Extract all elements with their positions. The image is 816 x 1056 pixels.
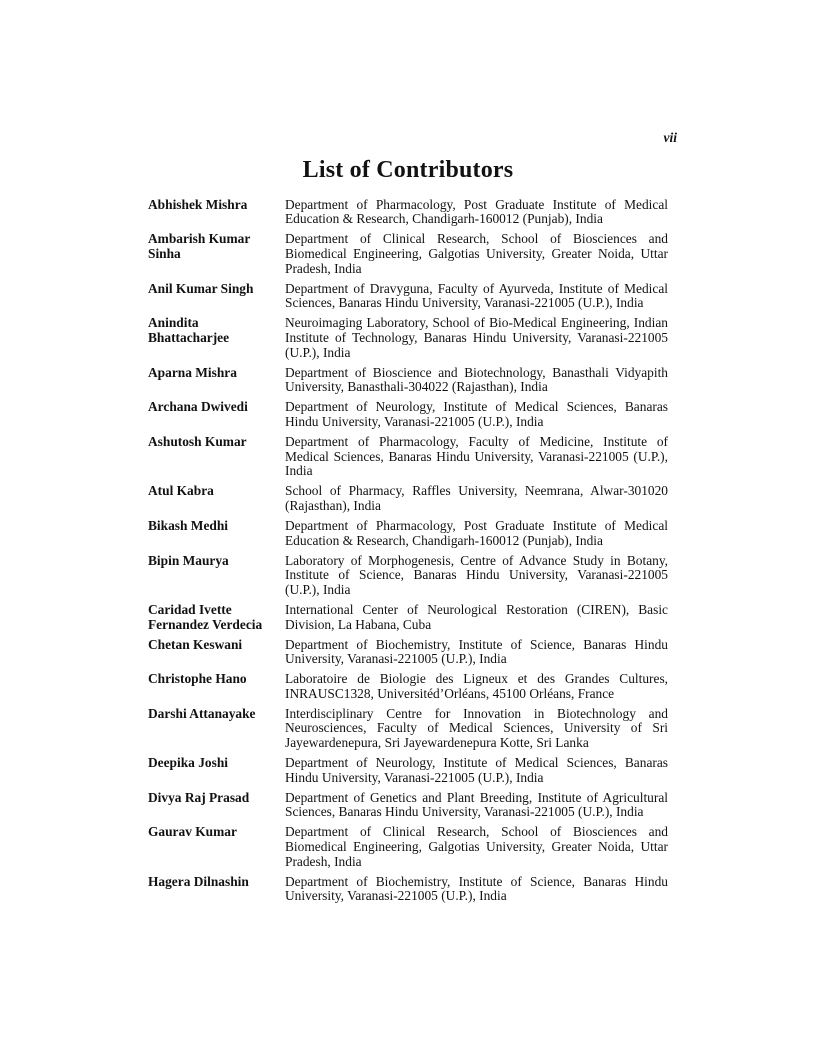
contributor-entry xyxy=(148,400,668,429)
contributor-name: Aparna Mishra xyxy=(148,364,237,380)
contributor-entry xyxy=(148,707,668,751)
contributor-affiliation: International Center of Neurological Restoration (CIREN), Basic Division, La Habana, Cuba xyxy=(285,601,668,632)
contributor-entry xyxy=(148,791,668,820)
contributor-affiliation: Department of Pharmacology, Post Graduate Institute of Medical Education & Research, Chandigarh-160012 (Punjab), India xyxy=(285,517,668,548)
contributor-entry xyxy=(148,366,668,395)
contributor-entry xyxy=(148,603,668,632)
contributor-name: Atul Kabra xyxy=(148,483,214,499)
contributor-name: Bipin Maurya xyxy=(148,552,229,568)
contributor-entry xyxy=(148,282,668,311)
contributor-affiliation: Interdisciplinary Centre for Innovation in Biotechnology and Neurosciences, Faculty of Medical Sciences, University of Sri Jayewardenepura, Sri Jayewardenepura Kotte, Sri Lanka xyxy=(285,705,668,751)
contributor-affiliation: Department of Neurology, Institute of Medical Sciences, Banaras Hindu University, Varanasi-221005 (U.P.), India xyxy=(285,399,668,430)
contributor-name: Christophe Hano xyxy=(148,671,247,687)
contributor-entry xyxy=(148,825,668,869)
contributor-affiliation: Department of Pharmacology, Post Graduate Institute of Medical Education & Research, Chandigarh-160012 (Punjab), India xyxy=(285,196,668,227)
contributor-name: Archana Dwivedi xyxy=(148,399,248,415)
contributor-entry xyxy=(148,638,668,667)
contributor-affiliation: Department of Clinical Research, School of Biosciences and Biomedical Engineering, Galgotias University, Greater Noida, Uttar Pradesh, India xyxy=(285,824,668,869)
contributor-affiliation: Neuroimaging Laboratory, School of Bio-Medical Engineering, Indian Institute of Technology, Banaras Hindu University, Varanasi-221005 (U.P.), India xyxy=(285,315,668,360)
contributor-affiliation: Department of Pharmacology, Faculty of Medicine, Institute of Medical Sciences, Banaras Hindu University, Varanasi-221005 (U.P.), India xyxy=(285,433,668,479)
contributor-affiliation: Department of Neurology, Institute of Medical Sciences, Banaras Hindu University, Varanasi-221005 (U.P.), India xyxy=(285,755,668,785)
contributor-entry xyxy=(148,519,668,548)
contributor-affiliation: School of Pharmacy, Raffles University, Neemrana, Alwar-301020 (Rajasthan), India xyxy=(285,483,668,513)
page-number: vii xyxy=(663,130,677,145)
contributor-name: Caridad Ivette Fernandez Verdecia xyxy=(148,601,263,632)
contributor-name: Ashutosh Kumar xyxy=(148,433,247,449)
contributor-entry xyxy=(148,435,668,479)
contributor-entry xyxy=(148,875,668,904)
contributor-entry xyxy=(148,198,668,227)
contributor-entry xyxy=(148,232,668,276)
contributor-affiliation: Department of Bioscience and Biotechnology, Banasthali Vidyapith University, Banasthali-304022 (Rajasthan), India xyxy=(285,364,668,395)
contributor-affiliation: Department of Clinical Research, School of Biosciences and Biomedical Engineering, Galgotias University, Greater Noida, Uttar Pradesh, India xyxy=(285,231,668,276)
contributor-name: Ambarish Kumar Sinha xyxy=(148,231,251,262)
contributor-name: Abhishek Mishra xyxy=(148,196,248,212)
contributor-name: Gaurav Kumar xyxy=(148,824,237,840)
contributor-entry xyxy=(148,484,668,513)
contributor-entry xyxy=(148,756,668,785)
content-area xyxy=(148,156,668,909)
contributor-name: Bikash Medhi xyxy=(148,517,228,533)
contributor-affiliation: Department of Dravyguna, Faculty of Ayurveda, Institute of Medical Sciences, Banaras Hindu University, Varanasi-221005 (U.P.), India xyxy=(285,280,668,311)
contributor-entry xyxy=(148,316,668,360)
contributor-name: Chetan Keswani xyxy=(148,636,243,652)
page-title: List of Contributors xyxy=(302,157,514,183)
contributor-name: Darshi Attanayake xyxy=(148,705,256,721)
contributor-entry xyxy=(148,672,668,701)
contributor-affiliation: Department of Biochemistry, Institute of Science, Banaras Hindu University, Varanasi-221005 (U.P.), India xyxy=(285,636,668,667)
contributors-list xyxy=(148,198,668,904)
contributor-name: Hagera Dilnashin xyxy=(148,873,249,889)
contributor-name: Anil Kumar Singh xyxy=(148,280,254,296)
contributor-name: Divya Raj Prasad xyxy=(148,789,250,805)
contributor-affiliation: Laboratoire de Biologie des Ligneux et des Grandes Cultures, INRAUSC1328, Universitéd’Orléans, 45100 Orléans, France xyxy=(285,671,668,701)
contributor-affiliation: Department of Genetics and Plant Breeding, Institute of Agricultural Sciences, Banaras Hindu University, Varanasi-221005 (U.P.), India xyxy=(285,789,668,820)
contributor-affiliation: Department of Biochemistry, Institute of Science, Banaras Hindu University, Varanasi-221005 (U.P.), India xyxy=(285,873,668,904)
contributor-name: Deepika Joshi xyxy=(148,755,228,771)
contributor-entry xyxy=(148,554,668,598)
contributor-affiliation: Laboratory of Morphogenesis, Centre of Advance Study in Botany, Institute of Science, Banaras Hindu University, Varanasi-221005 (U.P.), India xyxy=(285,552,668,597)
contributor-name: Anindita Bhattacharjee xyxy=(148,315,230,346)
